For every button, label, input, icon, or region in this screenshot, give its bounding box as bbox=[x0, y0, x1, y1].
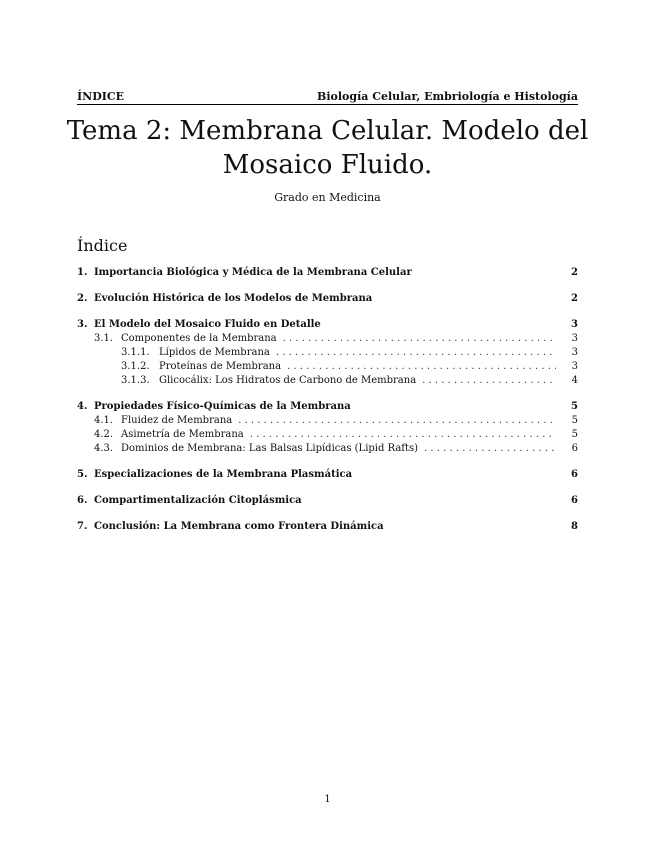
toc-entry[interactable] bbox=[77, 494, 578, 508]
toc-entry-number: 3.1.3. bbox=[121, 375, 150, 386]
toc-entry[interactable] bbox=[77, 318, 578, 332]
toc-entry-page: 3 bbox=[571, 347, 578, 358]
toc-entry-number: 3. bbox=[77, 319, 88, 330]
toc-entry-page: 6 bbox=[571, 495, 578, 506]
toc-entry-number: 6. bbox=[77, 495, 88, 506]
toc-entry-title: Componentes de la Membrana bbox=[121, 333, 277, 344]
header-right: Biología Celular, Embriología e Histología bbox=[317, 90, 578, 103]
toc-entry-number: 1. bbox=[77, 267, 88, 278]
toc-entry-page: 3 bbox=[571, 319, 578, 330]
toc-entry[interactable] bbox=[77, 428, 578, 442]
toc-entry[interactable] bbox=[77, 332, 578, 346]
toc-entry[interactable] bbox=[77, 374, 578, 388]
table-of-contents bbox=[77, 266, 578, 534]
toc-entry-page: 5 bbox=[571, 429, 578, 440]
toc-entry-number: 7. bbox=[77, 521, 88, 532]
toc-entry-title: Conclusión: La Membrana como Frontera Dinámica bbox=[94, 521, 384, 532]
toc-entry-number: 3.1.1. bbox=[121, 347, 150, 358]
toc-dot-leader bbox=[250, 428, 556, 442]
toc-entry-title: Compartimentalización Citoplásmica bbox=[94, 495, 302, 506]
toc-dot-leader bbox=[276, 346, 556, 360]
page-number: 1 bbox=[324, 794, 331, 805]
toc-dot-leader bbox=[287, 360, 556, 374]
toc-entry-number: 2. bbox=[77, 293, 88, 304]
toc-entry-title: Lípidos de Membrana bbox=[159, 347, 270, 358]
toc-entry-page: 5 bbox=[571, 415, 578, 426]
toc-entry[interactable] bbox=[77, 520, 578, 534]
toc-entry[interactable] bbox=[77, 360, 578, 374]
toc-entry-page: 2 bbox=[571, 293, 578, 304]
toc-entry[interactable] bbox=[77, 414, 578, 428]
toc-entry-page: 3 bbox=[571, 361, 578, 372]
toc-entry-number: 5. bbox=[77, 469, 88, 480]
toc-entry-title: Asimetría de Membrana bbox=[121, 429, 244, 440]
document-subtitle: Grado en Medicina bbox=[274, 191, 381, 204]
toc-entry-title: Glicocálix: Los Hidratos de Carbono de Membrana bbox=[159, 375, 417, 386]
toc-entry[interactable] bbox=[77, 442, 578, 456]
toc-entry-page: 6 bbox=[571, 443, 578, 454]
toc-entry-number: 4.1. bbox=[94, 415, 114, 426]
toc-entry[interactable] bbox=[77, 346, 578, 360]
toc-entry[interactable] bbox=[77, 468, 578, 482]
toc-entry-page: 6 bbox=[571, 469, 578, 480]
document-title: Tema 2: Membrana Celular. Modelo del Mosaico Fluido. bbox=[66, 116, 589, 180]
toc-dot-leader bbox=[283, 332, 556, 346]
toc-entry-title: Proteínas de Membrana bbox=[159, 361, 282, 372]
toc-entry-number: 4. bbox=[77, 401, 88, 412]
toc-dot-leader bbox=[238, 414, 556, 428]
toc-dot-leader bbox=[422, 374, 556, 388]
toc-entry-title: Dominios de Membrana: Las Balsas Lipídicas (Lipid Rafts) bbox=[121, 443, 419, 454]
toc-entry-page: 5 bbox=[571, 401, 578, 412]
toc-entry-number: 4.2. bbox=[94, 429, 114, 440]
toc-entry-page: 4 bbox=[571, 375, 578, 386]
toc-entry[interactable] bbox=[77, 292, 578, 306]
toc-entry[interactable] bbox=[77, 266, 578, 280]
toc-entry[interactable] bbox=[77, 400, 578, 414]
toc-entry-number: 3.1.2. bbox=[121, 361, 150, 372]
toc-entry-page: 3 bbox=[571, 333, 578, 344]
toc-entry-number: 3.1. bbox=[94, 333, 114, 344]
toc-entry-title: Especializaciones de la Membrana Plasmática bbox=[94, 469, 353, 480]
toc-entry-page: 2 bbox=[571, 267, 578, 278]
header-left: ÍNDICE bbox=[77, 90, 125, 103]
running-header bbox=[77, 90, 578, 104]
toc-entry-title: Propiedades Físico-Químicas de la Membrana bbox=[94, 401, 351, 412]
toc-dot-leader bbox=[424, 442, 556, 456]
toc-entry-number: 4.3. bbox=[94, 443, 114, 454]
toc-entry-title: Evolución Histórica de los Modelos de Membrana bbox=[94, 293, 373, 304]
toc-entry-title: Importancia Biológica y Médica de la Membrana Celular bbox=[94, 267, 412, 278]
toc-entry-title: El Modelo del Mosaico Fluido en Detalle bbox=[94, 319, 321, 330]
toc-heading: Índice bbox=[77, 236, 128, 255]
header-rule bbox=[77, 104, 578, 105]
toc-entry-title: Fluidez de Membrana bbox=[121, 415, 233, 426]
toc-entry-page: 8 bbox=[571, 521, 578, 532]
